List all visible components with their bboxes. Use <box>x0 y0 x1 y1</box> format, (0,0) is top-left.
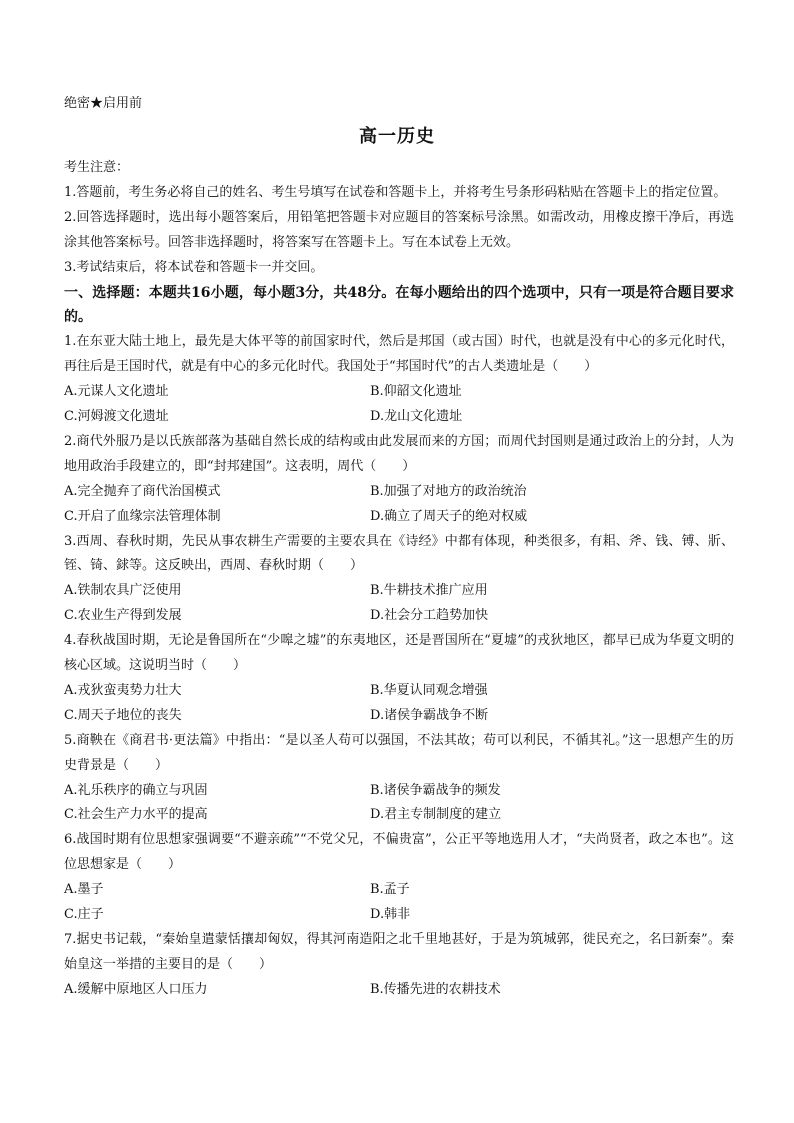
notice-item: 3.考试结束后，将本试卷和答题卡一并交回。 <box>64 259 324 275</box>
question-1 <box>64 330 734 430</box>
option-b: B.传播先进的农耕技术 <box>370 981 501 997</box>
option-a: A.缓解中原地区人口压力 <box>64 981 208 997</box>
option-a: A.铁制农具广泛使用 <box>64 583 182 599</box>
option-b: B.牛耕技术推广应用 <box>370 583 488 599</box>
option-d: D.龙山文化遗址 <box>370 409 463 425</box>
question-2 <box>64 430 734 530</box>
question-4 <box>64 629 734 729</box>
option-b: B.加强了对地方的政治统治 <box>370 483 527 499</box>
question-6 <box>64 828 734 928</box>
option-a: A.元谋人文化遗址 <box>64 384 169 400</box>
option-a: A.戎狄蛮夷势力壮大 <box>64 682 182 698</box>
option-c: C.农业生产得到发展 <box>64 608 182 624</box>
question-stem: 6.战国时期有位思想家强调要“不避亲疏”“不党父兄，不偏贵富”，公正平等地选用人才，“夫尚贤者，政之本也”。这位思想家是（ ） <box>64 832 734 873</box>
secret-mark: 绝密★启用前 <box>64 96 143 111</box>
option-c: C.周天子地位的丧失 <box>64 707 182 723</box>
option-a: A.礼乐秩序的确立与巩固 <box>64 782 208 798</box>
notice-item: 2.回答选择题时，选出每小题答案后，用铅笔把答题卡对应题目的答案标号涂黑。如需改动，用橡皮擦干净后，再选涂其他答案标号。回答非选择题时，将答案写在答题卡上。写在本试卷上无效。 <box>64 209 734 250</box>
option-c: C.开启了血缘宗法管理体制 <box>64 508 221 524</box>
option-b: B.仰韶文化遗址 <box>370 384 462 400</box>
question-stem: 2.商代外服乃是以氏族部落为基础自然长成的结构或由此发展而来的方国；而周代封国则是通过政治上的分封，人为地用政治手段建立的，即“封邦建国”。这表明，周代（ ） <box>64 433 734 474</box>
option-b: B.华夏认同观念增强 <box>370 682 488 698</box>
option-a: A.墨子 <box>64 882 104 898</box>
option-a: A.完全抛弃了商代治国模式 <box>64 483 221 499</box>
option-d: D.诸侯争霸战争不断 <box>370 707 489 723</box>
section-heading: 一、选择题：本题共16小题，每小题3分，共48分。在每小题给出的四个选项中，只有一项是符合题目要求的。 <box>64 284 734 326</box>
exam-content <box>64 156 734 1003</box>
question-3 <box>64 530 734 630</box>
question-stem: 7.据史书记载，“秦始皇遣蒙恬攘却匈奴，得其河南造阳之北千里地甚好，于是为筑城郭，徙民充之，名曰新秦”。秦始皇这一举措的主要目的是（ ） <box>64 931 734 972</box>
option-d: D.确立了周天子的绝对权威 <box>370 508 528 524</box>
question-stem: 3.西周、春秋时期，先民从事农耕生产需要的主要农具在《诗经》中都有体现，种类很多，有耜、斧、钱、镈、斨、铚、锜、銶等。这反映出，西周、春秋时期（ ） <box>64 533 734 574</box>
option-c: C.社会生产力水平的提高 <box>64 807 208 823</box>
question-stem: 1.在东亚大陆土地上，最先是大体平等的前国家时代，然后是邦国（或古国）时代，也就是没有中心的多元化时代，再往后是王国时代，就是有中心的多元化时代。我国处于“邦国时代”的古人类遗址是（ ） <box>64 334 734 375</box>
question-7 <box>64 928 734 1003</box>
notice-heading: 考生注意： <box>64 160 130 175</box>
option-c: C.庄子 <box>64 906 104 922</box>
option-d: D.君主专制制度的建立 <box>370 807 502 823</box>
option-d: D.社会分工趋势加快 <box>370 608 489 624</box>
notice-item: 1.答题前，考生务必将自己的姓名、考生号填写在试卷和答题卡上，并将考生号条形码粘贴在答题卡上的指定位置。 <box>64 184 727 200</box>
question-stem: 4.春秋战国时期，无论是鲁国所在“少嗥之墟”的东夷地区，还是晋国所在“夏墟”的戎狄地区，都早已成为华夏文明的核心区域。这说明当时（ ） <box>64 633 734 673</box>
option-d: D.韩非 <box>370 906 411 922</box>
option-c: C.河姆渡文化遗址 <box>64 409 169 425</box>
page-title: 高一历史 <box>359 126 435 147</box>
question-stem: 5.商鞅在《商君书·更法篇》中指出：“是以圣人苟可以强国，不法其故；苟可以利民，不循其礼。”这一思想产生的历史背景是（ ） <box>64 732 734 773</box>
question-5 <box>64 729 734 829</box>
option-b: B.诸侯争霸战争的频发 <box>370 782 501 798</box>
option-b: B.孟子 <box>370 882 410 898</box>
